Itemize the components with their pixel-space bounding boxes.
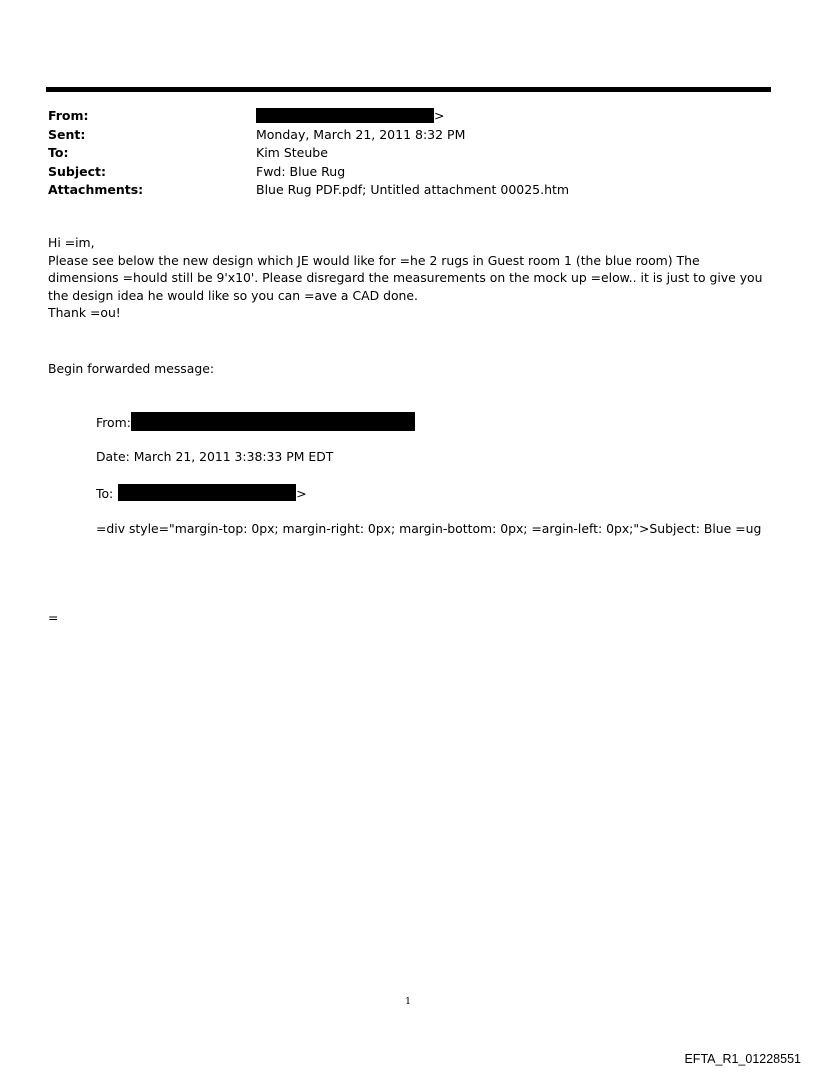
forwarded-to-line xyxy=(96,484,307,503)
attachments-row xyxy=(48,181,768,200)
from-label: From: xyxy=(48,108,89,123)
document-id: EFTA_R1_01228551 xyxy=(684,1052,801,1066)
redaction-block xyxy=(131,412,415,431)
from-value xyxy=(256,107,444,126)
message-paragraph: Please see below the new design which JE would like for =he 2 rugs in Guest room 1 (the blue room) The dimensions =hould still be 9'x10'. Please disregard the measurements on the mock up =elow.. it is just to give you the design idea he would like so you can =ave a CAD done. xyxy=(48,252,763,303)
forwarded-div-line: =div style="margin-top: 0px; margin-right: 0px; margin-bottom: 0px; =argin-left: 0px;">Subject: Blue =ug xyxy=(96,521,762,536)
forwarded-date-line: Date: March 21, 2011 3:38:33 PM EDT xyxy=(96,449,334,464)
subject-value: Fwd: Blue Rug xyxy=(256,163,346,179)
forwarded-from-label: From: xyxy=(96,415,131,430)
from-row xyxy=(48,107,768,126)
redaction-block xyxy=(118,484,296,501)
to-value: Kim Steube xyxy=(256,145,328,160)
subject-label: Subject: xyxy=(48,163,106,179)
from-suffix: > xyxy=(434,108,445,123)
forwarded-from-line xyxy=(96,412,415,432)
attachments-label: Attachments: xyxy=(48,182,144,197)
greeting: Hi =im, xyxy=(48,235,95,250)
header-divider xyxy=(46,87,771,92)
subject-row xyxy=(48,163,768,182)
trailing-equals: = xyxy=(48,610,59,625)
sent-value: Monday, March 21, 2011 8:32 PM xyxy=(256,126,466,142)
attachments-value: Blue Rug PDF.pdf; Untitled attachment 00025.htm xyxy=(256,182,570,197)
to-label: To: xyxy=(48,145,69,160)
forwarded-to-suffix: > xyxy=(296,486,307,501)
closing: Thank =ou! xyxy=(48,305,121,320)
page-number: 1 xyxy=(404,996,412,1007)
email-header xyxy=(48,107,768,200)
forwarded-to-label: To: xyxy=(96,486,114,501)
forward-intro: Begin forwarded message: xyxy=(48,361,215,376)
sent-label: Sent: xyxy=(48,126,86,142)
sent-row xyxy=(48,126,768,145)
to-row xyxy=(48,144,768,163)
message-body xyxy=(48,234,773,322)
redaction-block xyxy=(256,108,434,123)
